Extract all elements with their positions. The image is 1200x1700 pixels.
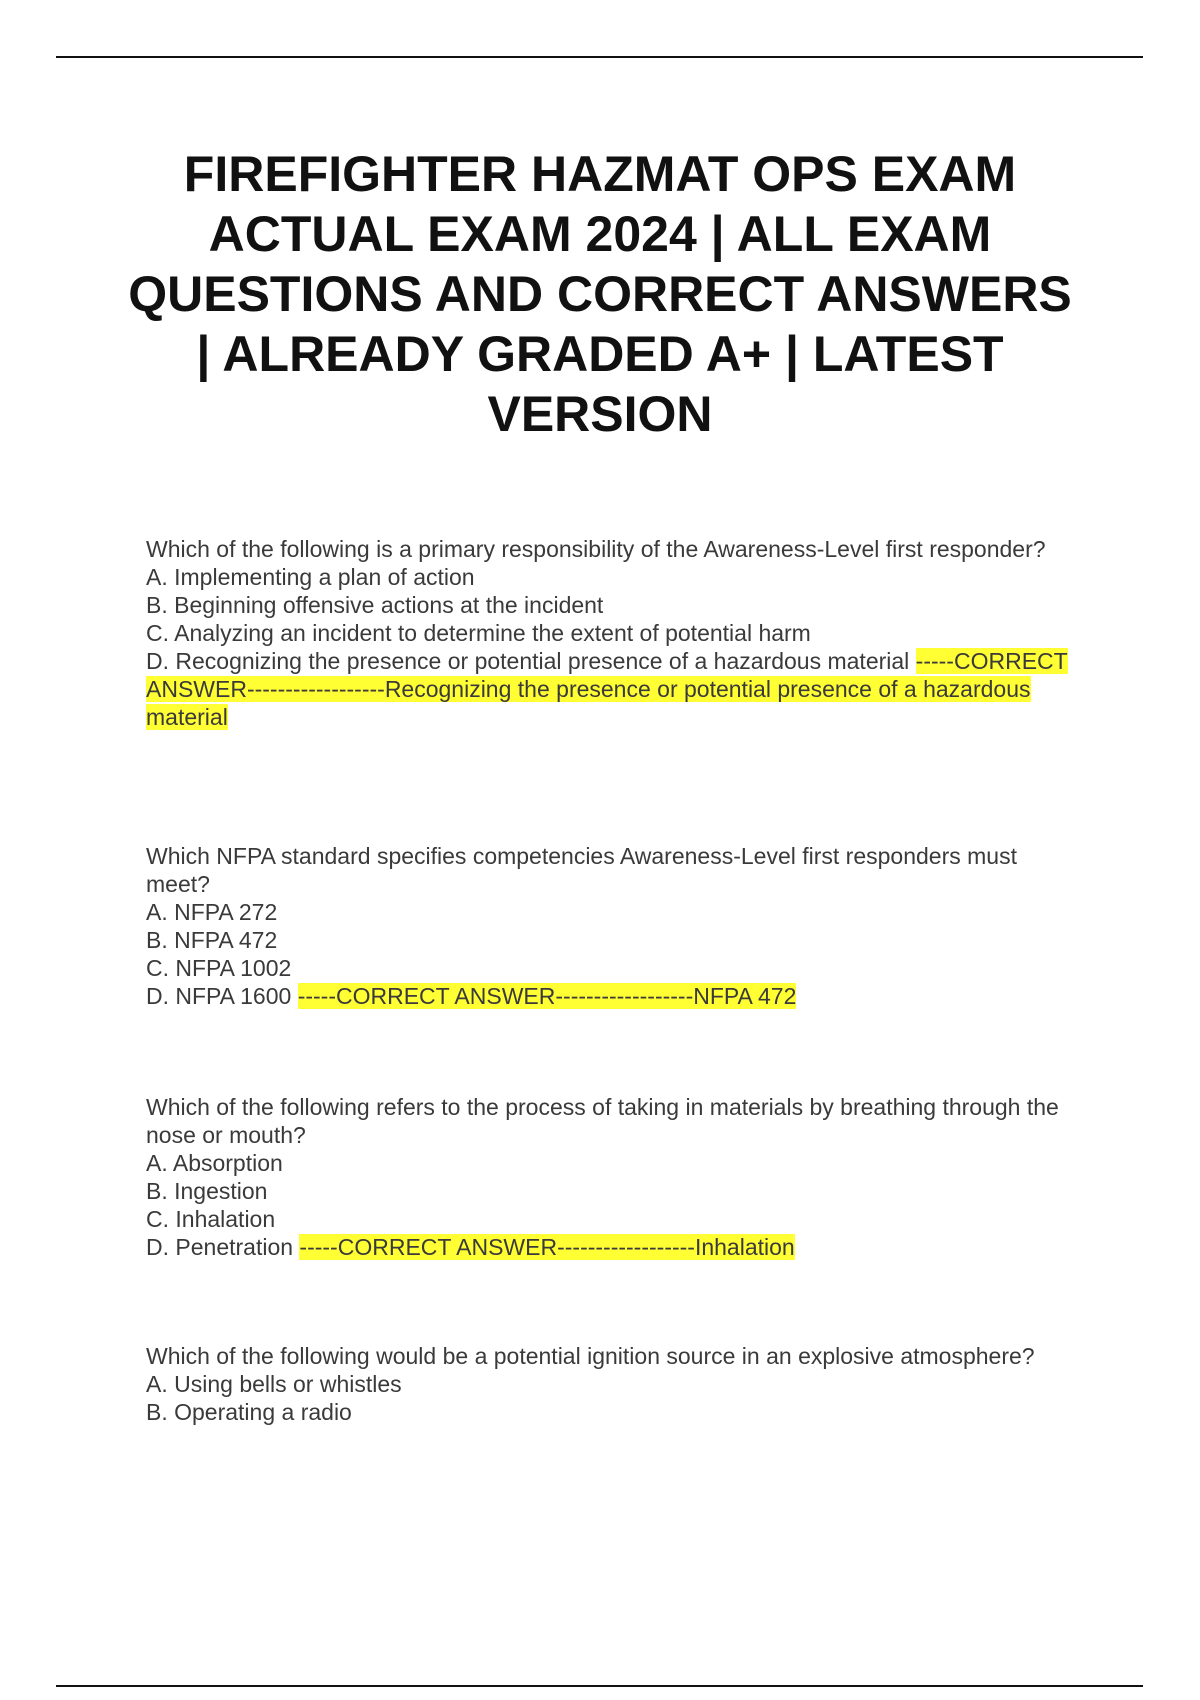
option-d: D. NFPA 1600: [146, 983, 292, 1009]
option-c: C. Analyzing an incident to determine the extent of potential harm: [146, 620, 811, 646]
question-text: Which of the following refers to the process of taking in materials by breathing through the nose or mouth?: [146, 1094, 1059, 1148]
correct-answer: -----CORRECT ANSWER------------------Recognizing the presence or potential presence of a hazardous material: [146, 648, 1068, 730]
option-b: B. Ingestion: [146, 1178, 268, 1204]
bottom-divider: [56, 1685, 1143, 1687]
question-block-1: [146, 535, 1086, 731]
option-d: D. Penetration: [146, 1234, 294, 1260]
option-c: C. Inhalation: [146, 1206, 276, 1232]
option-d: D. Recognizing the presence or potential presence of a hazardous material: [146, 648, 910, 674]
question-text: Which NFPA standard specifies competencies Awareness-Level first responders must meet?: [146, 843, 1017, 897]
option-b: B. Beginning offensive actions at the incident: [146, 592, 604, 618]
question-block-4: [146, 1342, 1086, 1426]
option-a: A. Implementing a plan of action: [146, 564, 475, 590]
option-c: C. NFPA 1002: [146, 955, 292, 981]
question-text: Which of the following would be a potential ignition source in an explosive atmosphere?: [146, 1343, 1035, 1369]
top-divider: [56, 56, 1143, 58]
option-a: A. NFPA 272: [146, 899, 278, 925]
question-block-2: [146, 842, 1086, 1010]
correct-answer: -----CORRECT ANSWER------------------NFPA 472: [297, 983, 797, 1009]
option-b: B. NFPA 472: [146, 927, 278, 953]
option-a: A. Absorption: [146, 1150, 283, 1176]
document-title: FIREFIGHTER HAZMAT OPS EXAM ACTUAL EXAM 2024 | ALL EXAM QUESTIONS AND CORRECT ANSWERS | ALREADY GRADED A+ | LATEST VERSION: [128, 146, 1072, 442]
question-block-3: [146, 1093, 1086, 1261]
question-text: Which of the following is a primary responsibility of the Awareness-Level first responder?: [146, 536, 1046, 562]
option-d-with-answer: [146, 982, 1086, 1010]
option-d-with-answer: [146, 1233, 1086, 1261]
option-d-with-answer: [146, 647, 1086, 731]
correct-answer: -----CORRECT ANSWER------------------Inhalation: [299, 1234, 795, 1260]
option-b: B. Operating a radio: [146, 1399, 352, 1425]
option-a: A. Using bells or whistles: [146, 1371, 402, 1397]
